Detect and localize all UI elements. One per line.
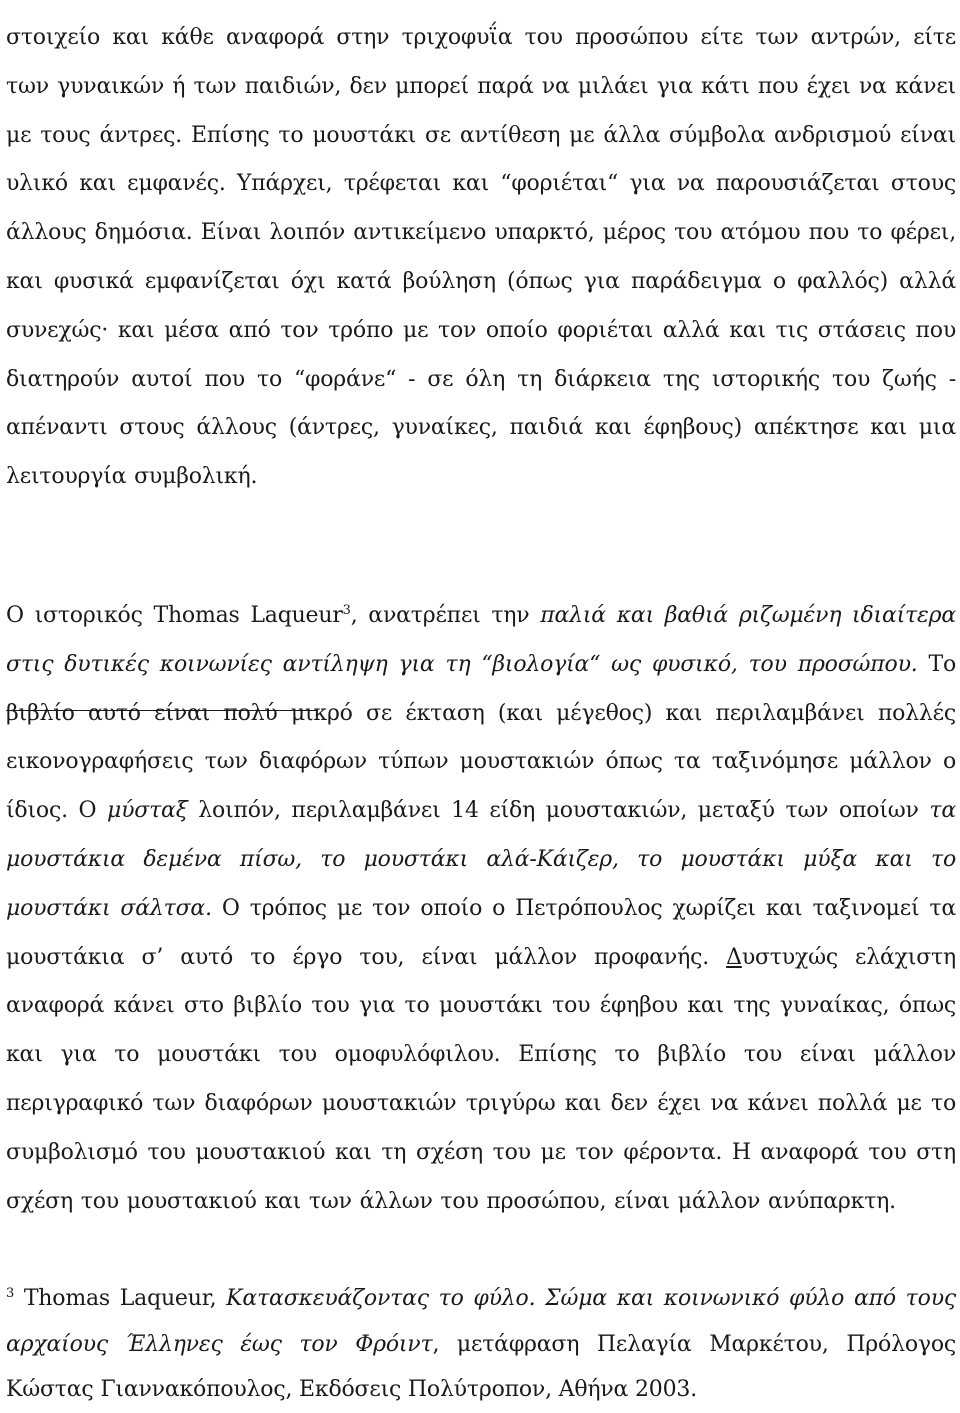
paragraph-1: στοιχείο και κάθε αναφορά στην τριχοφυΐα του προσώπου είτε των αντρών, είτε των γυναικών ή των παιδιών, δεν μπορεί παρά να μιλάει για κάτι που έχει να κάνει με τους άντρες. Επίσης το μουστάκι σε αντίθεση με άλλα σύμβολα ανδρισμού είναι υλικό και εμφανές. Υπάρχει, τρέφεται και “φοριέται“ για να παρουσιάζεται στους άλλους δημόσια. Είναι λοιπόν αντικείμενο υπαρκτό, μέρος του ατόμου που το φέρει, και φυσικά εμφανίζεται όχι κατά βούληση (όπως για παράδειγμα ο φαλλός) αλλά συνεχώς· και μέσα από τον τρόπο με τον οποίο φοριέται αλλά και τις στάσεις που διατηρούν αυτοί που το “φοράνε“ - σε όλη τη διάρκεια της ιστορικής του ζωής - απέναντι στους άλλους (άντρες, γυναίκες, παιδιά και έφηβους) απέκτησε και μια λειτουργία συμβολική.: [6, 25, 956, 490]
paragraph-2-italic-a: παλιά και βαθιά ριζωμένη ιδιαίτερα στις δυτικές κοινωνίες αντίληψη για τη “βιολογία“ ως φυσικό, του προσώπου.: [6, 603, 956, 677]
footnote: [6, 1276, 956, 1413]
paragraph-2-italic-mystax: μύσταξ: [107, 798, 188, 824]
footnote-reference[interactable]: 3: [342, 603, 351, 618]
paragraph-2-text-e: υστυχώς ελάχιστη αναφορά κάνει στο βιβλίο του για το μουστάκι του έφηβου και της γυναίκας, όπως και για το μουστάκι του ομοφυλόφιλου. Επίσης το βιβλίο του είναι μάλλον περιγραφικό των διαφόρων μουστακιών τριγύρω και δεν έχει να κάνει πολλά με το συμβολισμό του μουστακιού και τη σχέση του με τον φέροντα. Η αναφορά του στη σχέση του μουστακιού και των άλλων του προσώπου, είναι μάλλον ανύπαρκτη.: [6, 944, 956, 1214]
paragraph-2-intro: Ο ιστορικός Thomas Laqueur: [6, 603, 343, 628]
paragraph-2-italic-list: τα μουστάκια δεμένα πίσω, το μουστάκι αλά-Κάιζερ, το μουστάκι μύξα και το μουστάκι σάλτσα.: [6, 798, 956, 921]
footnote-author: Thomas Laqueur,: [14, 1286, 227, 1311]
paragraph-2-text-b: Το βιβλίο αυτό είναι πολύ μικρό σε έκταση (και μέγεθος) και περιλαμβάνει πολλές εικονογραφήσεις των διαφόρων τύπων μουστακιών όπως τα ταξινόμησε μάλλον ο ίδιος. Ο: [6, 651, 957, 824]
paragraph-2-text-d: Ο τρόπος με τον οποίο ο Πετρόπουλος χωρίζει και ταξινομεί τα μουστάκια σ’ αυτό το έργο του, είναι μάλλον προφανής.: [6, 895, 956, 970]
footnote-publication-details: , μετάφραση Πελαγία Μαρκέτου, Πρόλογος Κώστας Γιαννακόπουλος, Εκδόσεις Πολύτροπον, Αθήνα 2003.: [6, 1331, 956, 1402]
paragraph-2-underlined-letter: Δ: [726, 944, 742, 970]
paragraph-2-text-a: , ανατρέπει την: [350, 603, 541, 628]
paragraph-2-text-c: λοιπόν, περιλαμβάνει 14 είδη μουστακιών, μεταξύ των οποίων: [187, 798, 930, 824]
paragraph-2: [6, 592, 956, 1226]
footnote-number: 3: [6, 1286, 15, 1301]
footnote-book-title: Κατασκευάζοντας το φύλο. Σώμα και κοινωνικό φύλο από τους αρχαίους Έλληνες έως τον Φρόιντ: [6, 1286, 956, 1357]
